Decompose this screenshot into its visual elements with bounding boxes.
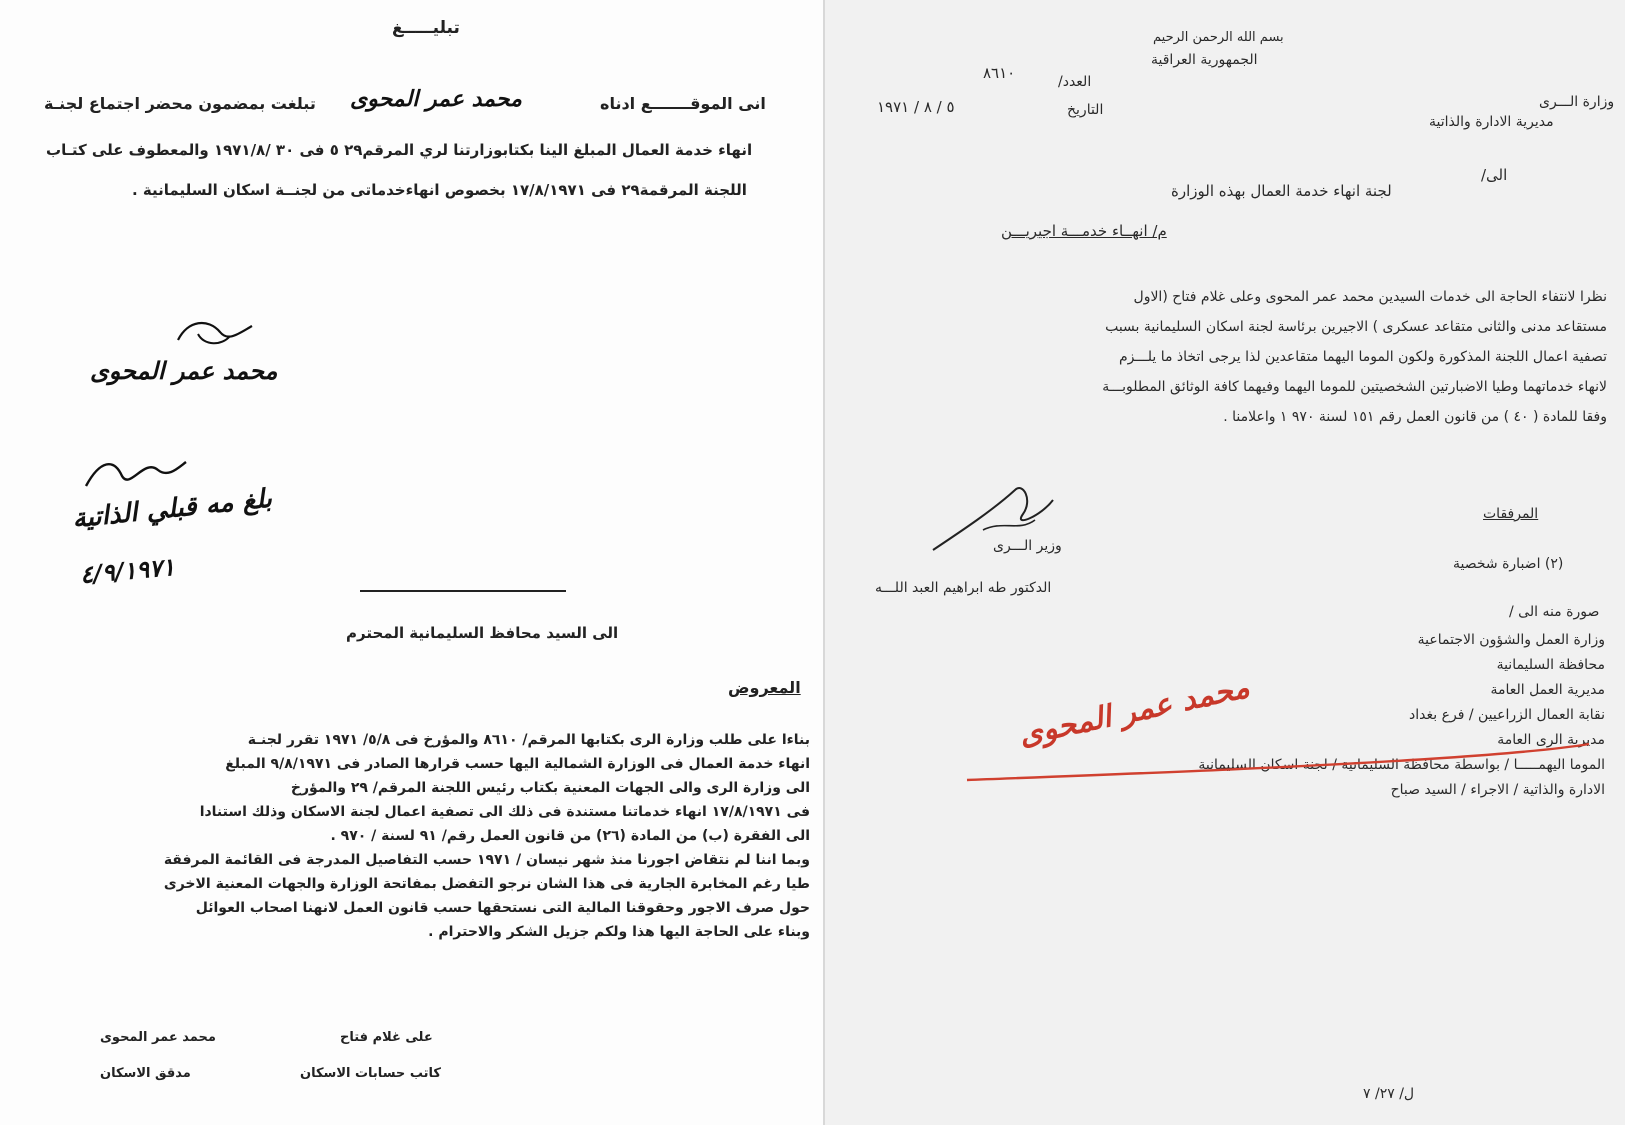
- document-number-value: ٨٦١٠: [983, 64, 1016, 82]
- receipt-date: ٤/٩/١٩٧١: [78, 551, 176, 590]
- copy-list-item: الموما اليهمـــــا / بواسطة محافظة السليمانية / لجنة اسكان السليمانية: [1198, 757, 1605, 773]
- ministry-header: وزارة الـــرى: [1539, 94, 1615, 110]
- minister-name: الدكتور طه ابراهيم العبد اللـــه: [875, 580, 1052, 596]
- footer-reference: ل/ ٢٧/ ٧: [1363, 1086, 1415, 1102]
- notification-heading: تبليـــــغ: [392, 18, 460, 38]
- petition-line: الى الفقرة (ب) من المادة (٢٦) من قانون العمل رقم/ ٩١ لسنة / ٩٧٠ .: [330, 828, 810, 844]
- letter-body-line: مستقاعد مدنى والثانى متقاعد عسكرى ) الاجيرين برئاسة لجنة اسكان السليمانية بسبب: [1105, 319, 1607, 335]
- signature-name: محمد عمر المحوى: [90, 356, 278, 385]
- copy-list-item: نقابة العمال الزراعيين / فرع بغداد: [1409, 707, 1605, 723]
- receipt-note: بلغ مه قبلي الذاتية: [70, 483, 274, 535]
- document-number-label: العدد/: [1058, 74, 1092, 90]
- petition-line: الى وزارة الرى والى الجهات المعنية بكتاب رئيس اللجنة المرقم/ ٢٩ والمؤرخ: [290, 780, 810, 796]
- letter-body-line: نظرا لانتفاء الحاجة الى خدمات السيدين محمد عمر المحوى وعلى غلام فتاح (الاول: [1133, 289, 1607, 305]
- red-underline-stroke: [963, 740, 1593, 800]
- petition-body: [30, 728, 810, 944]
- directorate-header: مديرية الادارة والذاتية: [1429, 114, 1554, 130]
- recipient-value: لجنة انهاء خدمة العمال بهذه الوزارة: [1171, 182, 1392, 200]
- document-date-value: ٥ / ٨ / ١٩٧١: [877, 98, 955, 116]
- copy-list-item: محافظة السليمانية: [1496, 657, 1605, 673]
- letter-body-line: تصفية اعمال اللجنة المذكورة ولكون الموما اليهما متقاعدين لذا يرجى اتخاذ ما يلـــزم: [1119, 349, 1607, 365]
- petition-line: انهاء خدمة العمال فى الوزارة الشمالية اليها حسب قرارها الصادر فى ٩/٨/١٩٧١ المبلغ: [225, 756, 810, 772]
- attachment-item: (٢) اضبارة شخصية: [1453, 556, 1564, 572]
- petition-line: فى ١٧/٨/١٩٧١ انهاء خدماتنا مستندة فى ذلك الى تصفية اعمال لجنة الاسكان وذلك استنادا: [199, 804, 810, 820]
- petition-line: وبما اننا لم نتقاض اجورنا منذ شهر نيسان / ١٩٧١ حسب التفاصيل المدرجة فى القائمة المرفقة: [163, 852, 810, 868]
- signatory-1-name: على غلام فتاح: [340, 1030, 433, 1045]
- letter-body: [867, 282, 1607, 432]
- attachments-label: المرفقات: [1483, 506, 1539, 522]
- copy-list-item: الادارة والذاتية / الاجراء / السيد صباح: [1390, 782, 1605, 798]
- separator-rule: [360, 590, 566, 592]
- copy-list-item: مديرية الرى العامة: [1497, 732, 1605, 748]
- notification-line2: انهاء خدمة العمال المبلغ الينا بكتابوزارتنا لري المرقم٢٩ ٥ فى ٣٠ /١٩٧١/٨ والمعطوف على كتـاب: [46, 141, 753, 159]
- document-date-label: التاريخ: [1067, 102, 1104, 118]
- petition-line: حول صرف الاجور وحقوقنا المالية التى نستحقها حسب قانون العمل لانهنا اصحاب العوائل: [195, 900, 810, 916]
- petition-line: طيا رغم المخابرة الجارية فى هذا الشان نرجو التفضل بمفاتحة الوزارة والجهات المعنية الاخرى: [163, 876, 810, 892]
- signatory-2-title: مدقق الاسكان: [100, 1066, 191, 1081]
- petition-line: بناءا على طلب وزارة الرى بكتابها المرقم/ ٨٦١٠ والمؤرخ فى ٥/٨/ ١٩٧١ تقرر لجنـة: [247, 732, 810, 748]
- right-document-page: [823, 0, 1625, 1125]
- notification-line3: اللجنة المرقمة٢٩ فى ١٧/٨/١٩٧١ بخصوص انهاءخدماتى من لجنــة اسكان السليمانية .: [132, 181, 747, 199]
- copy-list-item: وزارة العمل والشؤون الاجتماعية: [1417, 632, 1605, 648]
- petition-line: وبناء على الحاجة اليها هذا ولكم جزيل الشكر والاحترام .: [428, 924, 810, 940]
- notification-line1-suffix: تبلغت بمضمون محضر اجتماع لجنـة: [44, 94, 316, 113]
- petition-addressee: الى السيد محافظ السليمانية المحترم: [346, 624, 619, 642]
- notification-line1-prefix: انى الموقـــــــع ادناه: [600, 94, 766, 113]
- minister-title: وزير الـــرى: [993, 538, 1062, 554]
- basmala: بسم الله الرحمن الرحيم: [1153, 30, 1284, 45]
- copy-to-label: صورة منه الى /: [1509, 604, 1600, 620]
- petition-subject: المعروض: [728, 678, 801, 697]
- signatory-1-title: كاتب حسابات الاسكان: [300, 1066, 441, 1081]
- signatory-2-name: محمد عمر المحوى: [100, 1030, 216, 1045]
- signature-scribble: [168, 312, 258, 352]
- receipt-signature-scribble: [80, 450, 190, 496]
- letter-body-line: وفقا للمادة ( ٤٠ ) من قانون العمل رقم ١٥١ لسنة ٩٧٠ ١ واعلامنا .: [1223, 409, 1607, 425]
- letter-subject: م/ انهــاء خدمـــة اجيريـــن: [1001, 222, 1167, 240]
- letter-body-line: لانهاء خدماتهما وطيا الاضبارتين الشخصيتين للموما اليهما وفيهما كافة الوثائق المطلوبـــة: [1102, 379, 1607, 395]
- handwritten-signer-name: محمد عمر المحوى: [350, 86, 522, 112]
- red-handwritten-name: محمد عمر المحوى: [1015, 670, 1253, 753]
- recipient-label: الى/: [1481, 166, 1508, 184]
- copy-list-item: مديرية العمل العامة: [1490, 682, 1605, 698]
- republic-header: الجمهورية العراقية: [1151, 52, 1258, 68]
